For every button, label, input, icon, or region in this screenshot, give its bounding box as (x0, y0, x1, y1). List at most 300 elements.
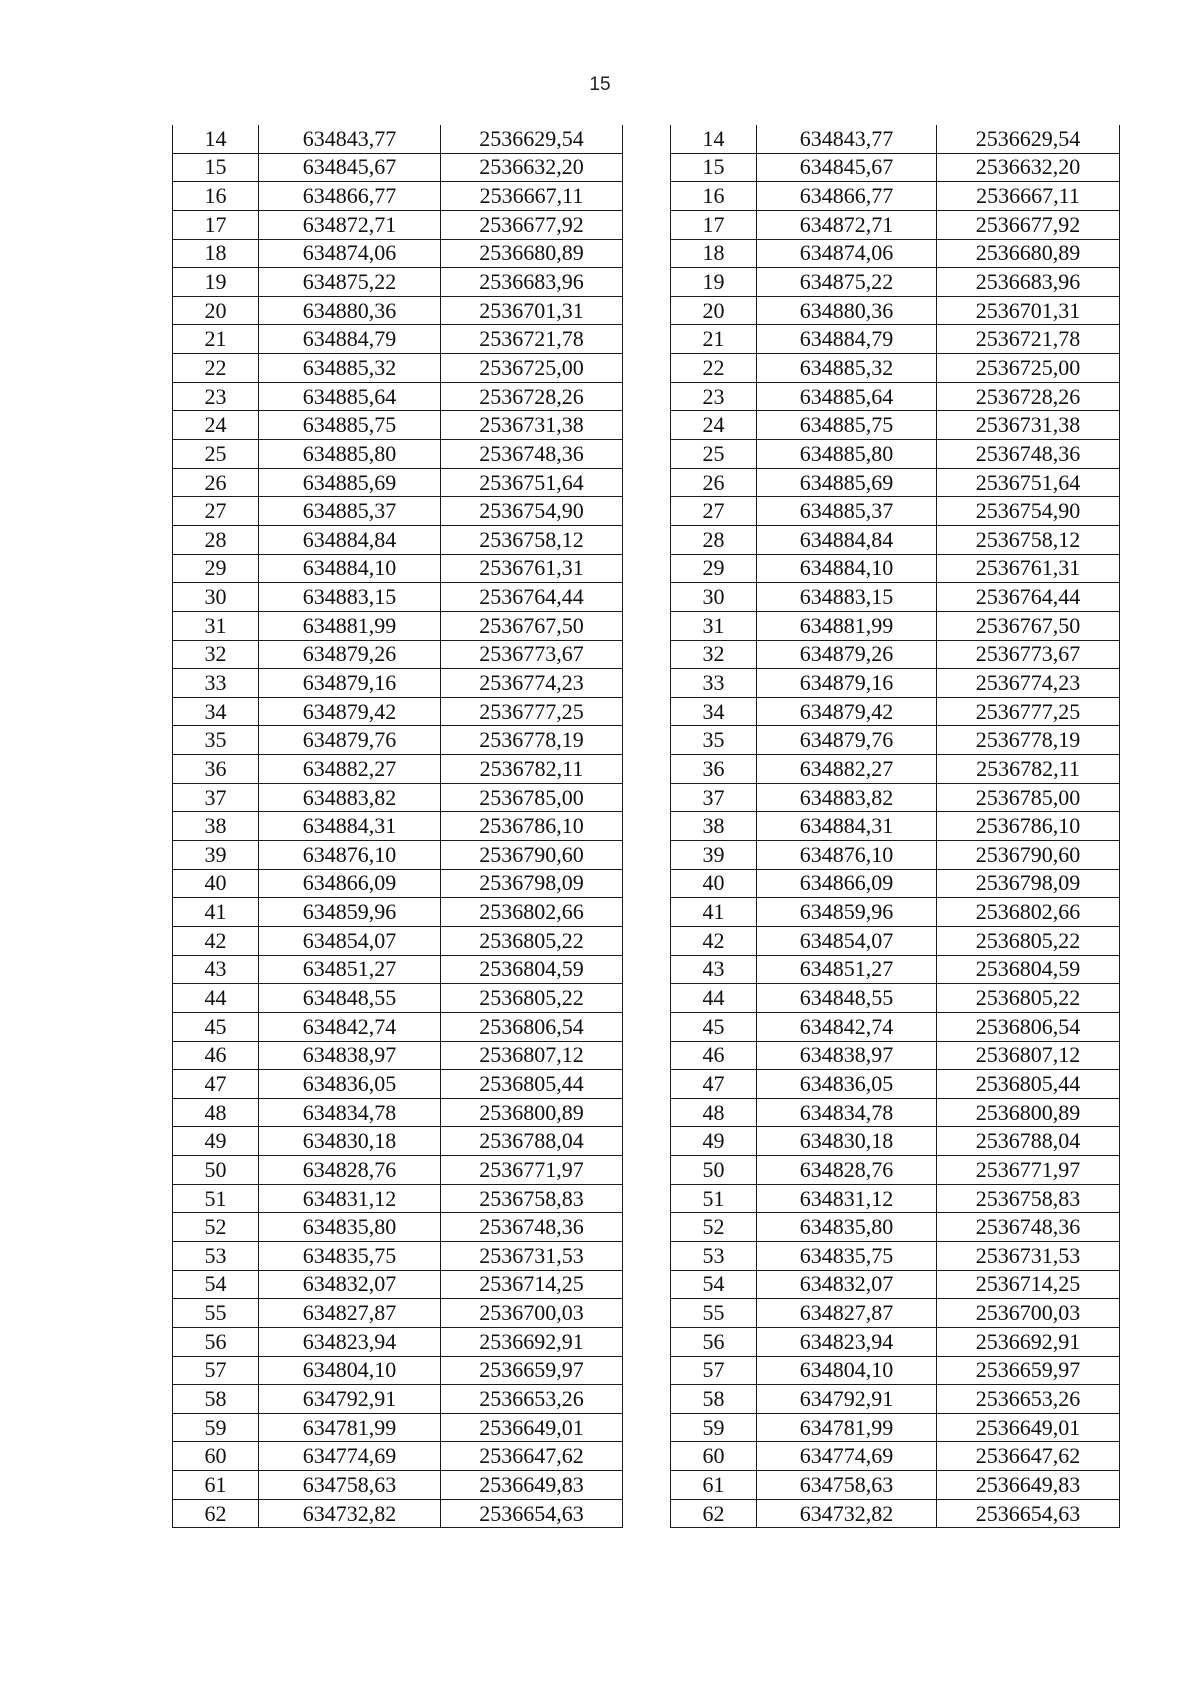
x-coordinate-right: 634884,10 (757, 554, 937, 583)
y-coordinate-left: 2536758,12 (441, 525, 623, 554)
point-number-right: 26 (671, 468, 757, 497)
y-coordinate-left: 2536785,00 (441, 783, 623, 812)
point-number-right: 34 (671, 697, 757, 726)
y-coordinate-left: 2536758,83 (441, 1184, 623, 1213)
column-gap (623, 525, 671, 554)
point-number-right: 42 (671, 926, 757, 955)
x-coordinate-left: 634781,99 (259, 1413, 441, 1442)
column-gap (623, 296, 671, 325)
x-coordinate-right: 634842,74 (757, 1012, 937, 1041)
point-number-left: 39 (173, 841, 259, 870)
point-number-left: 30 (173, 583, 259, 612)
y-coordinate-right: 2536667,11 (937, 182, 1120, 211)
point-number-left: 60 (173, 1442, 259, 1471)
x-coordinate-right: 634781,99 (757, 1413, 937, 1442)
y-coordinate-right: 2536758,83 (937, 1184, 1120, 1213)
y-coordinate-left: 2536721,78 (441, 325, 623, 354)
x-coordinate-left: 634842,74 (259, 1012, 441, 1041)
point-number-right: 58 (671, 1385, 757, 1414)
point-number-right: 30 (671, 583, 757, 612)
table-row (173, 497, 1120, 526)
y-coordinate-left: 2536786,10 (441, 812, 623, 841)
column-gap (623, 1098, 671, 1127)
table-row (173, 411, 1120, 440)
table-row (173, 726, 1120, 755)
column-gap (623, 1270, 671, 1299)
point-number-right: 50 (671, 1156, 757, 1185)
column-gap (623, 1299, 671, 1328)
table-row (173, 955, 1120, 984)
y-coordinate-right: 2536677,92 (937, 210, 1120, 239)
point-number-left: 53 (173, 1241, 259, 1270)
x-coordinate-right: 634866,77 (757, 182, 937, 211)
y-coordinate-right: 2536714,25 (937, 1270, 1120, 1299)
table-row (173, 669, 1120, 698)
y-coordinate-left: 2536654,63 (441, 1499, 623, 1528)
column-gap (623, 1127, 671, 1156)
point-number-left: 27 (173, 497, 259, 526)
table-row (173, 1127, 1120, 1156)
y-coordinate-right: 2536786,10 (937, 812, 1120, 841)
y-coordinate-right: 2536761,31 (937, 554, 1120, 583)
point-number-left: 22 (173, 354, 259, 383)
x-coordinate-left: 634879,26 (259, 640, 441, 669)
point-number-right: 24 (671, 411, 757, 440)
x-coordinate-right: 634872,71 (757, 210, 937, 239)
y-coordinate-left: 2536802,66 (441, 898, 623, 927)
x-coordinate-left: 634758,63 (259, 1471, 441, 1500)
table-row (173, 182, 1120, 211)
point-number-right: 33 (671, 669, 757, 698)
y-coordinate-left: 2536782,11 (441, 755, 623, 784)
table-row (173, 125, 1120, 153)
x-coordinate-left: 634884,31 (259, 812, 441, 841)
y-coordinate-left: 2536788,04 (441, 1127, 623, 1156)
y-coordinate-left: 2536761,31 (441, 554, 623, 583)
x-coordinate-right: 634836,05 (757, 1070, 937, 1099)
x-coordinate-right: 634758,63 (757, 1471, 937, 1500)
x-coordinate-left: 634876,10 (259, 841, 441, 870)
point-number-left: 17 (173, 210, 259, 239)
x-coordinate-right: 634866,09 (757, 869, 937, 898)
x-coordinate-left: 634835,80 (259, 1213, 441, 1242)
table-row (173, 926, 1120, 955)
point-number-right: 48 (671, 1098, 757, 1127)
column-gap (623, 726, 671, 755)
point-number-right: 46 (671, 1041, 757, 1070)
x-coordinate-left: 634774,69 (259, 1442, 441, 1471)
table-row (173, 898, 1120, 927)
y-coordinate-right: 2536764,44 (937, 583, 1120, 612)
point-number-right: 28 (671, 525, 757, 554)
x-coordinate-right: 634880,36 (757, 296, 937, 325)
point-number-left: 42 (173, 926, 259, 955)
x-coordinate-left: 634882,27 (259, 755, 441, 784)
y-coordinate-left: 2536798,09 (441, 869, 623, 898)
x-coordinate-right: 634854,07 (757, 926, 937, 955)
x-coordinate-right: 634828,76 (757, 1156, 937, 1185)
column-gap (623, 697, 671, 726)
x-coordinate-right: 634832,07 (757, 1270, 937, 1299)
point-number-left: 55 (173, 1299, 259, 1328)
x-coordinate-left: 634880,36 (259, 296, 441, 325)
table-row (173, 841, 1120, 870)
point-number-left: 36 (173, 755, 259, 784)
y-coordinate-left: 2536632,20 (441, 153, 623, 182)
point-number-right: 38 (671, 812, 757, 841)
point-number-right: 17 (671, 210, 757, 239)
x-coordinate-left: 634885,64 (259, 382, 441, 411)
y-coordinate-right: 2536804,59 (937, 955, 1120, 984)
y-coordinate-left: 2536805,44 (441, 1070, 623, 1099)
x-coordinate-right: 634859,96 (757, 898, 937, 927)
x-coordinate-right: 634883,82 (757, 783, 937, 812)
y-coordinate-right: 2536725,00 (937, 354, 1120, 383)
point-number-left: 24 (173, 411, 259, 440)
x-coordinate-right: 634804,10 (757, 1356, 937, 1385)
table-row (173, 1270, 1120, 1299)
y-coordinate-left: 2536767,50 (441, 611, 623, 640)
y-coordinate-right: 2536649,01 (937, 1413, 1120, 1442)
x-coordinate-right: 634875,22 (757, 268, 937, 297)
y-coordinate-right: 2536758,12 (937, 525, 1120, 554)
column-gap (623, 669, 671, 698)
point-number-right: 61 (671, 1471, 757, 1500)
y-coordinate-right: 2536654,63 (937, 1499, 1120, 1528)
x-coordinate-right: 634882,27 (757, 755, 937, 784)
table-row (173, 984, 1120, 1013)
page-number: 15 (589, 74, 611, 95)
x-coordinate-right: 634851,27 (757, 955, 937, 984)
column-gap (623, 869, 671, 898)
x-coordinate-right: 634823,94 (757, 1327, 937, 1356)
column-gap (623, 1356, 671, 1385)
y-coordinate-left: 2536731,38 (441, 411, 623, 440)
y-coordinate-left: 2536754,90 (441, 497, 623, 526)
y-coordinate-left: 2536804,59 (441, 955, 623, 984)
table-row (173, 1299, 1120, 1328)
y-coordinate-right: 2536805,22 (937, 926, 1120, 955)
x-coordinate-right: 634874,06 (757, 239, 937, 268)
y-coordinate-right: 2536692,91 (937, 1327, 1120, 1356)
x-coordinate-right: 634879,76 (757, 726, 937, 755)
y-coordinate-right: 2536767,50 (937, 611, 1120, 640)
y-coordinate-left: 2536680,89 (441, 239, 623, 268)
x-coordinate-right: 634835,75 (757, 1241, 937, 1270)
y-coordinate-left: 2536778,19 (441, 726, 623, 755)
y-coordinate-right: 2536731,38 (937, 411, 1120, 440)
y-coordinate-right: 2536680,89 (937, 239, 1120, 268)
y-coordinate-right: 2536647,62 (937, 1442, 1120, 1471)
point-number-left: 49 (173, 1127, 259, 1156)
point-number-right: 55 (671, 1299, 757, 1328)
column-gap (623, 984, 671, 1013)
table-row (173, 440, 1120, 469)
y-coordinate-right: 2536805,44 (937, 1070, 1120, 1099)
table-row (173, 583, 1120, 612)
table-row (173, 1413, 1120, 1442)
y-coordinate-left: 2536653,26 (441, 1385, 623, 1414)
column-gap (623, 1241, 671, 1270)
column-gap (623, 382, 671, 411)
column-gap (623, 1442, 671, 1471)
point-number-left: 31 (173, 611, 259, 640)
point-number-left: 50 (173, 1156, 259, 1185)
x-coordinate-left: 634851,27 (259, 955, 441, 984)
point-number-right: 41 (671, 898, 757, 927)
x-coordinate-left: 634732,82 (259, 1499, 441, 1528)
x-coordinate-right: 634879,16 (757, 669, 937, 698)
column-gap (623, 1471, 671, 1500)
x-coordinate-left: 634831,12 (259, 1184, 441, 1213)
x-coordinate-left: 634872,71 (259, 210, 441, 239)
column-gap (623, 926, 671, 955)
column-gap (623, 1156, 671, 1185)
point-number-left: 32 (173, 640, 259, 669)
table-row (173, 468, 1120, 497)
y-coordinate-left: 2536728,26 (441, 382, 623, 411)
column-gap (623, 583, 671, 612)
y-coordinate-left: 2536807,12 (441, 1041, 623, 1070)
x-coordinate-right: 634885,32 (757, 354, 937, 383)
y-coordinate-right: 2536774,23 (937, 669, 1120, 698)
column-gap (623, 497, 671, 526)
table-row (173, 239, 1120, 268)
y-coordinate-left: 2536790,60 (441, 841, 623, 870)
y-coordinate-left: 2536805,22 (441, 984, 623, 1013)
point-number-left: 33 (173, 669, 259, 698)
point-number-right: 51 (671, 1184, 757, 1213)
column-gap (623, 1012, 671, 1041)
x-coordinate-left: 634834,78 (259, 1098, 441, 1127)
point-number-right: 59 (671, 1413, 757, 1442)
x-coordinate-left: 634838,97 (259, 1041, 441, 1070)
point-number-right: 18 (671, 239, 757, 268)
point-number-right: 43 (671, 955, 757, 984)
table-row (173, 210, 1120, 239)
column-gap (623, 153, 671, 182)
y-coordinate-right: 2536700,03 (937, 1299, 1120, 1328)
y-coordinate-left: 2536701,31 (441, 296, 623, 325)
x-coordinate-left: 634866,77 (259, 182, 441, 211)
point-number-right: 60 (671, 1442, 757, 1471)
column-gap (623, 1413, 671, 1442)
point-number-left: 62 (173, 1499, 259, 1528)
y-coordinate-left: 2536806,54 (441, 1012, 623, 1041)
x-coordinate-left: 634883,82 (259, 783, 441, 812)
y-coordinate-left: 2536667,11 (441, 182, 623, 211)
point-number-left: 51 (173, 1184, 259, 1213)
point-number-right: 54 (671, 1270, 757, 1299)
point-number-left: 58 (173, 1385, 259, 1414)
x-coordinate-left: 634881,99 (259, 611, 441, 640)
column-gap (623, 210, 671, 239)
table-row (173, 1356, 1120, 1385)
point-number-left: 48 (173, 1098, 259, 1127)
y-coordinate-left: 2536774,23 (441, 669, 623, 698)
y-coordinate-left: 2536773,67 (441, 640, 623, 669)
table-row (173, 296, 1120, 325)
y-coordinate-right: 2536629,54 (937, 125, 1120, 153)
y-coordinate-left: 2536677,92 (441, 210, 623, 239)
point-number-left: 19 (173, 268, 259, 297)
x-coordinate-right: 634883,15 (757, 583, 937, 612)
y-coordinate-right: 2536800,89 (937, 1098, 1120, 1127)
x-coordinate-left: 634885,69 (259, 468, 441, 497)
point-number-right: 29 (671, 554, 757, 583)
y-coordinate-right: 2536754,90 (937, 497, 1120, 526)
x-coordinate-left: 634883,15 (259, 583, 441, 612)
x-coordinate-left: 634827,87 (259, 1299, 441, 1328)
y-coordinate-right: 2536649,83 (937, 1471, 1120, 1500)
point-number-right: 37 (671, 783, 757, 812)
x-coordinate-right: 634774,69 (757, 1442, 937, 1471)
x-coordinate-right: 634885,69 (757, 468, 937, 497)
point-number-right: 36 (671, 755, 757, 784)
table-row (173, 1385, 1120, 1414)
y-coordinate-right: 2536777,25 (937, 697, 1120, 726)
point-number-left: 43 (173, 955, 259, 984)
x-coordinate-left: 634884,84 (259, 525, 441, 554)
point-number-left: 52 (173, 1213, 259, 1242)
y-coordinate-left: 2536649,83 (441, 1471, 623, 1500)
point-number-left: 38 (173, 812, 259, 841)
column-gap (623, 440, 671, 469)
y-coordinate-right: 2536788,04 (937, 1127, 1120, 1156)
point-number-right: 14 (671, 125, 757, 153)
x-coordinate-right: 634885,37 (757, 497, 937, 526)
point-number-right: 45 (671, 1012, 757, 1041)
table-row (173, 1499, 1120, 1528)
x-coordinate-left: 634804,10 (259, 1356, 441, 1385)
point-number-left: 16 (173, 182, 259, 211)
point-number-left: 56 (173, 1327, 259, 1356)
x-coordinate-right: 634831,12 (757, 1184, 937, 1213)
y-coordinate-right: 2536773,67 (937, 640, 1120, 669)
x-coordinate-left: 634879,16 (259, 669, 441, 698)
point-number-right: 52 (671, 1213, 757, 1242)
point-number-right: 32 (671, 640, 757, 669)
column-gap (623, 812, 671, 841)
x-coordinate-left: 634854,07 (259, 926, 441, 955)
x-coordinate-right: 634834,78 (757, 1098, 937, 1127)
y-coordinate-right: 2536771,97 (937, 1156, 1120, 1185)
x-coordinate-right: 634848,55 (757, 984, 937, 1013)
y-coordinate-right: 2536790,60 (937, 841, 1120, 870)
column-gap (623, 1070, 671, 1099)
x-coordinate-right: 634884,79 (757, 325, 937, 354)
y-coordinate-right: 2536798,09 (937, 869, 1120, 898)
column-gap (623, 1213, 671, 1242)
table-row (173, 1241, 1120, 1270)
point-number-left: 25 (173, 440, 259, 469)
x-coordinate-left: 634792,91 (259, 1385, 441, 1414)
point-number-right: 35 (671, 726, 757, 755)
column-gap (623, 898, 671, 927)
column-gap (623, 125, 671, 153)
x-coordinate-left: 634874,06 (259, 239, 441, 268)
y-coordinate-left: 2536751,64 (441, 468, 623, 497)
y-coordinate-left: 2536659,97 (441, 1356, 623, 1385)
point-number-left: 37 (173, 783, 259, 812)
point-number-left: 18 (173, 239, 259, 268)
point-number-left: 47 (173, 1070, 259, 1099)
table-row (173, 1012, 1120, 1041)
y-coordinate-left: 2536647,62 (441, 1442, 623, 1471)
y-coordinate-right: 2536632,20 (937, 153, 1120, 182)
column-gap (623, 611, 671, 640)
point-number-right: 22 (671, 354, 757, 383)
point-number-left: 35 (173, 726, 259, 755)
point-number-right: 19 (671, 268, 757, 297)
x-coordinate-left: 634885,32 (259, 354, 441, 383)
x-coordinate-left: 634859,96 (259, 898, 441, 927)
coordinates-table (172, 125, 1120, 1528)
table-row (173, 1156, 1120, 1185)
x-coordinate-right: 634838,97 (757, 1041, 937, 1070)
point-number-right: 25 (671, 440, 757, 469)
y-coordinate-right: 2536751,64 (937, 468, 1120, 497)
x-coordinate-left: 634885,37 (259, 497, 441, 526)
point-number-right: 39 (671, 841, 757, 870)
x-coordinate-right: 634845,67 (757, 153, 937, 182)
point-number-right: 20 (671, 296, 757, 325)
x-coordinate-right: 634884,84 (757, 525, 937, 554)
x-coordinate-right: 634879,42 (757, 697, 937, 726)
column-gap (623, 783, 671, 812)
table-row (173, 755, 1120, 784)
y-coordinate-left: 2536725,00 (441, 354, 623, 383)
table-row (173, 640, 1120, 669)
y-coordinate-left: 2536714,25 (441, 1270, 623, 1299)
column-gap (623, 1041, 671, 1070)
x-coordinate-right: 634876,10 (757, 841, 937, 870)
point-number-right: 53 (671, 1241, 757, 1270)
x-coordinate-right: 634885,80 (757, 440, 937, 469)
y-coordinate-left: 2536731,53 (441, 1241, 623, 1270)
point-number-right: 56 (671, 1327, 757, 1356)
point-number-left: 23 (173, 382, 259, 411)
point-number-right: 62 (671, 1499, 757, 1528)
table-row (173, 611, 1120, 640)
y-coordinate-right: 2536778,19 (937, 726, 1120, 755)
point-number-right: 49 (671, 1127, 757, 1156)
table-row (173, 812, 1120, 841)
table-row (173, 1070, 1120, 1099)
y-coordinate-right: 2536807,12 (937, 1041, 1120, 1070)
point-number-right: 15 (671, 153, 757, 182)
point-number-left: 14 (173, 125, 259, 153)
x-coordinate-left: 634830,18 (259, 1127, 441, 1156)
point-number-left: 44 (173, 984, 259, 1013)
y-coordinate-left: 2536777,25 (441, 697, 623, 726)
x-coordinate-left: 634885,75 (259, 411, 441, 440)
y-coordinate-left: 2536629,54 (441, 125, 623, 153)
x-coordinate-right: 634881,99 (757, 611, 937, 640)
x-coordinate-right: 634879,26 (757, 640, 937, 669)
table-row (173, 1327, 1120, 1356)
point-number-right: 31 (671, 611, 757, 640)
y-coordinate-left: 2536692,91 (441, 1327, 623, 1356)
x-coordinate-left: 634836,05 (259, 1070, 441, 1099)
x-coordinate-right: 634885,75 (757, 411, 937, 440)
y-coordinate-right: 2536728,26 (937, 382, 1120, 411)
x-coordinate-left: 634835,75 (259, 1241, 441, 1270)
y-coordinate-left: 2536700,03 (441, 1299, 623, 1328)
table-row (173, 525, 1120, 554)
point-number-left: 21 (173, 325, 259, 354)
y-coordinate-right: 2536785,00 (937, 783, 1120, 812)
